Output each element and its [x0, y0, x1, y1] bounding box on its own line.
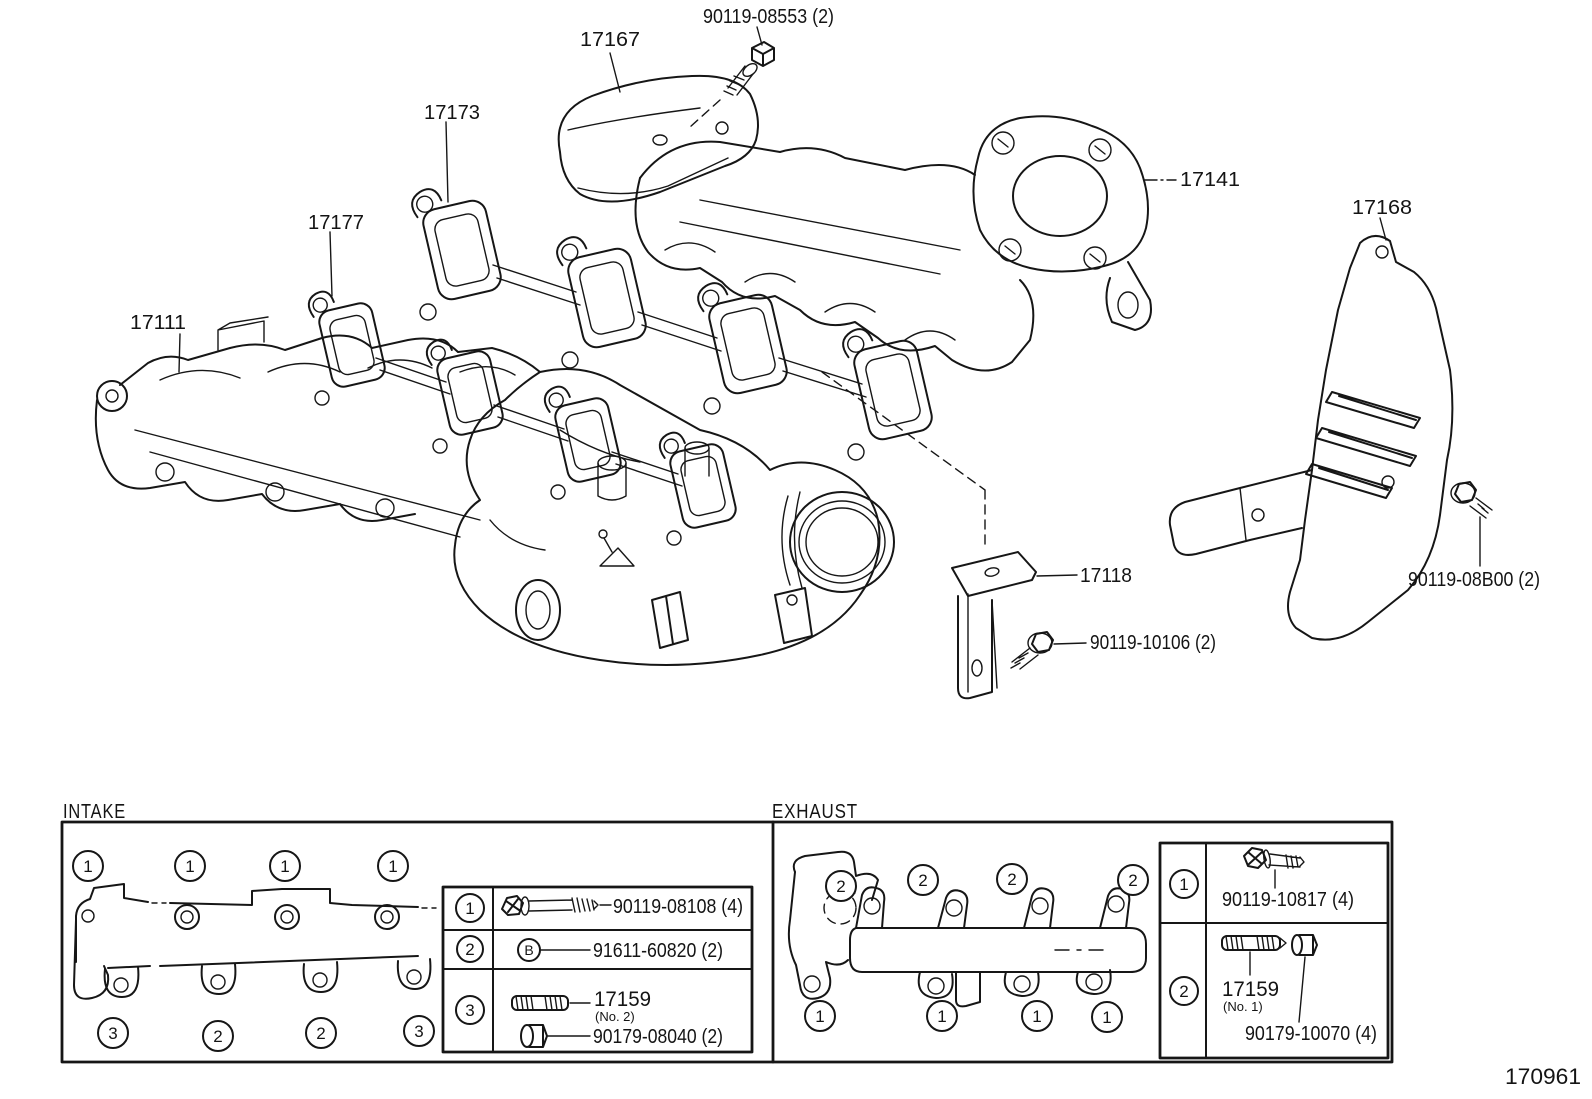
callout: 2	[316, 1024, 326, 1043]
part-label-bracket-bolt: 90119-10106 (2)	[1090, 632, 1216, 654]
row-num: 2	[465, 940, 475, 959]
svg-text:B: B	[524, 942, 534, 958]
callout: 2	[213, 1027, 223, 1046]
fastener-part-number: 90179-10070 (4)	[1245, 1023, 1377, 1045]
callout: 3	[414, 1022, 424, 1041]
bracket-drawing	[952, 552, 1036, 698]
callout: 1	[83, 857, 93, 876]
fastener-part-number: 90179-08040 (2)	[593, 1026, 723, 1048]
fastener-part-number: 90119-08108 (4)	[613, 896, 743, 918]
part-label-cover-bolt: 90119-08553 (2)	[703, 6, 834, 28]
part-label-insulator-bolt: 90119-08B00 (2)	[1408, 569, 1540, 591]
fastener-part-number: 90119-10817 (4)	[1222, 889, 1354, 911]
row-num: 1	[1179, 875, 1189, 894]
callout: 1	[388, 857, 398, 876]
part-label-bracket: 17118	[1080, 565, 1132, 587]
figure-code: 170961	[1505, 1064, 1581, 1089]
row-num: 1	[465, 899, 475, 918]
fastener-part-note: (No. 1)	[1223, 999, 1263, 1014]
assembly-dashed-line	[822, 372, 985, 548]
intake-panel-title: INTAKE	[63, 801, 126, 823]
callout: 1	[280, 857, 290, 876]
exhaust-fastener-table	[1160, 843, 1388, 1058]
row-num: 2	[1179, 982, 1189, 1001]
manifold-cover-drawing	[559, 76, 758, 202]
exhaust-callouts	[805, 864, 1148, 1032]
callout: 1	[937, 1007, 947, 1026]
insulator-bolt-icon	[1451, 482, 1492, 518]
intake-fastener-table	[443, 887, 752, 1052]
callout: 1	[1032, 1007, 1042, 1026]
intake-flange-drawing	[74, 884, 436, 999]
fastener-panel	[62, 801, 1392, 1062]
exhaust-panel-title: EXHAUST	[772, 801, 858, 823]
callout: 1	[1102, 1008, 1112, 1027]
part-label-exhaust-manifold: 17141	[1180, 169, 1240, 191]
callout: 2	[1007, 870, 1017, 889]
callout: 1	[815, 1007, 825, 1026]
part-label-exhaust-gasket: 17173	[424, 102, 480, 124]
row-num: 3	[465, 1001, 475, 1020]
bracket-bolt-icon	[1011, 632, 1053, 669]
callout: 3	[108, 1024, 118, 1043]
leader-lines	[179, 27, 1480, 644]
part-label-heat-insulator: 17168	[1352, 197, 1412, 219]
fastener-part-note: (No. 2)	[595, 1009, 635, 1024]
main-diagram	[96, 6, 1540, 698]
intake-callouts	[73, 851, 434, 1051]
part-label-intake-gasket: 17177	[308, 212, 364, 234]
cover-bolt-icon	[690, 42, 774, 127]
part-label-cover: 17167	[580, 29, 640, 51]
callout: 2	[1128, 871, 1138, 890]
fastener-part-number: 91611-60820 (2)	[593, 940, 723, 962]
fastener-part-number: 17159	[594, 988, 651, 1011]
part-label-intake-manifold: 17111	[130, 312, 186, 334]
callout: 2	[918, 871, 928, 890]
callout: 2	[836, 877, 846, 896]
fastener-part-number: 17159	[1222, 978, 1279, 1001]
callout: 1	[185, 857, 195, 876]
intake-gasket-drawing	[306, 282, 738, 545]
